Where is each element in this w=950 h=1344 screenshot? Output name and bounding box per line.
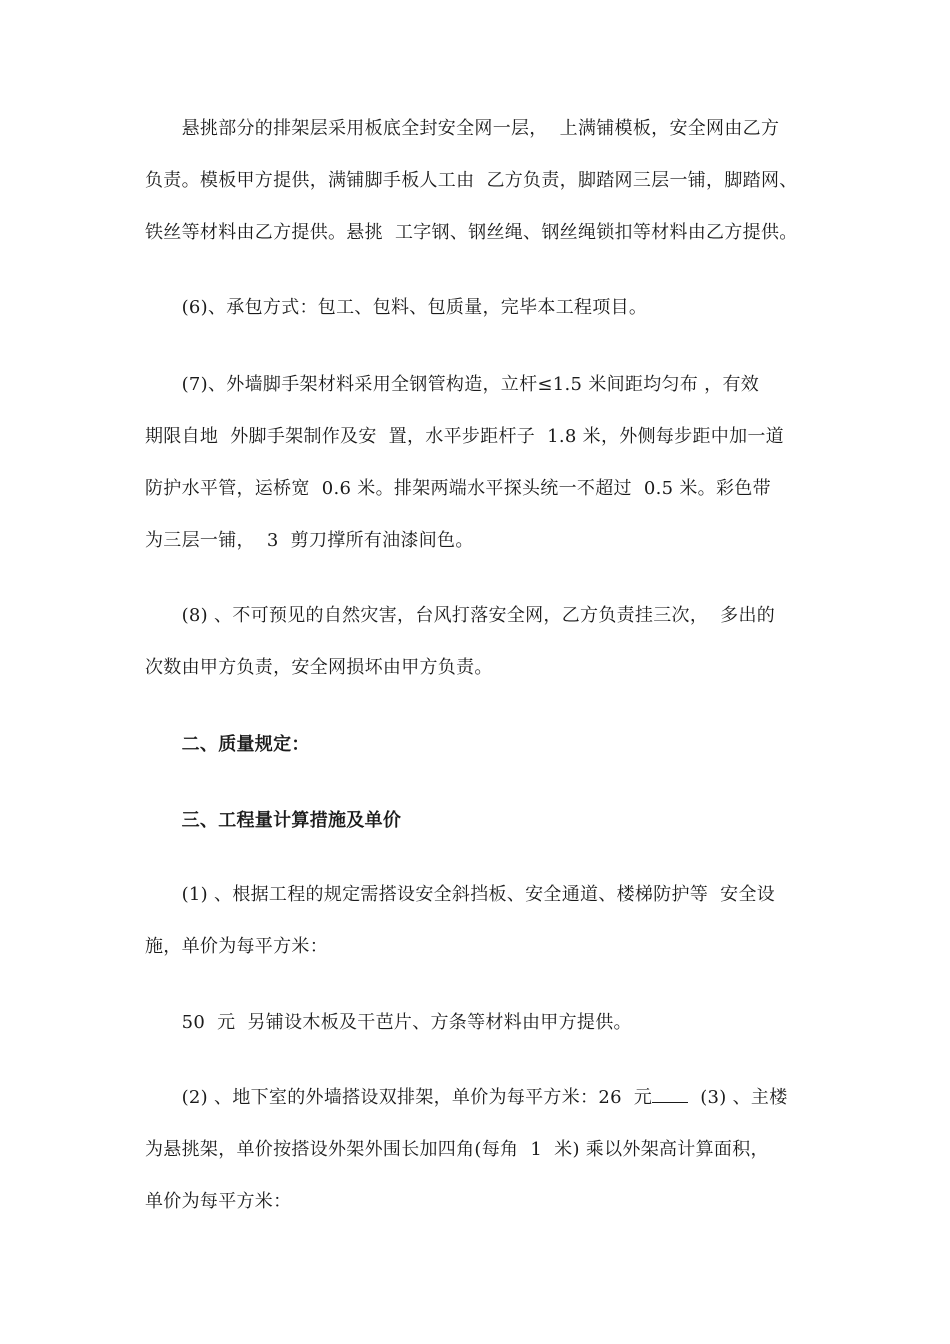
item-2-line	[145, 1085, 788, 1111]
section-heading-pricing: 三、工程量计算措施及单价	[145, 810, 402, 831]
clause-7-line-4: 为三层一铺， 3 剪刀撑所有油漆间色。	[145, 530, 474, 551]
item-1-price-line: 50 元 另铺设木板及干芭片、方条等材料由甲方提供。	[145, 1012, 632, 1033]
clause-7-line-1: (7)、外墙脚手架材料采用全钢管构造，立杆≤1.5 米间距均匀布 ，有效	[145, 374, 760, 395]
clause-7-line-3: 防护水平管，运桥宽 0.6 米。排架两端水平探头统一不超过 0.5 米。彩色带	[145, 478, 771, 499]
fill-in-blank	[652, 1086, 688, 1103]
item-1-line-2: 施，单价为每平方米：	[145, 936, 328, 957]
clause-8-line-2: 次数由甲方负责，安全网损坏由甲方负责。	[145, 657, 493, 678]
paragraph-line-2: 负责。模板甲方提供，满铺脚手板人工由 乙方负责，脚踏网三层一铺，脚踏网、	[145, 170, 798, 191]
section-heading-quality: 二、质量规定：	[145, 734, 310, 755]
item-3-line-3: 单价为每平方米：	[145, 1191, 292, 1212]
paragraph-line-3: 铁丝等材料由乙方提供。悬挑 工字钢、钢丝绳、钢丝绳锁扣等材料由乙方提供。	[145, 222, 798, 243]
clause-6-line: (6)、承包方式：包工、包料、包质量，完毕本工程项目。	[145, 297, 648, 318]
item-3-line-2: 为悬挑架，单价按搭设外架外围长加四角(每角 1 米) 乘以外架高计算面积，	[145, 1139, 769, 1160]
item-2-text: (2) 、地下室的外墙搭设双排架，单价为每平方米：26 元	[145, 1087, 653, 1108]
item-3-start-text: (3) 、主楼	[688, 1087, 788, 1108]
clause-7-line-2: 期限自地 外脚手架制作及安 置，水平步距杆子 1.8 米，外侧每步距中加一道	[145, 426, 784, 447]
item-1-line-1: (1) 、根据工程的规定需搭设安全斜挡板、安全通道、楼梯防护等 安全设	[145, 884, 776, 905]
paragraph-line-1: 悬挑部分的排架层采用板底全封安全网一层， 上满铺模板，安全网由乙方	[145, 118, 780, 139]
clause-8-line-1: (8) 、不可预见的自然灾害，台风打落安全网，乙方负责挂三次， 多出的	[145, 605, 776, 626]
